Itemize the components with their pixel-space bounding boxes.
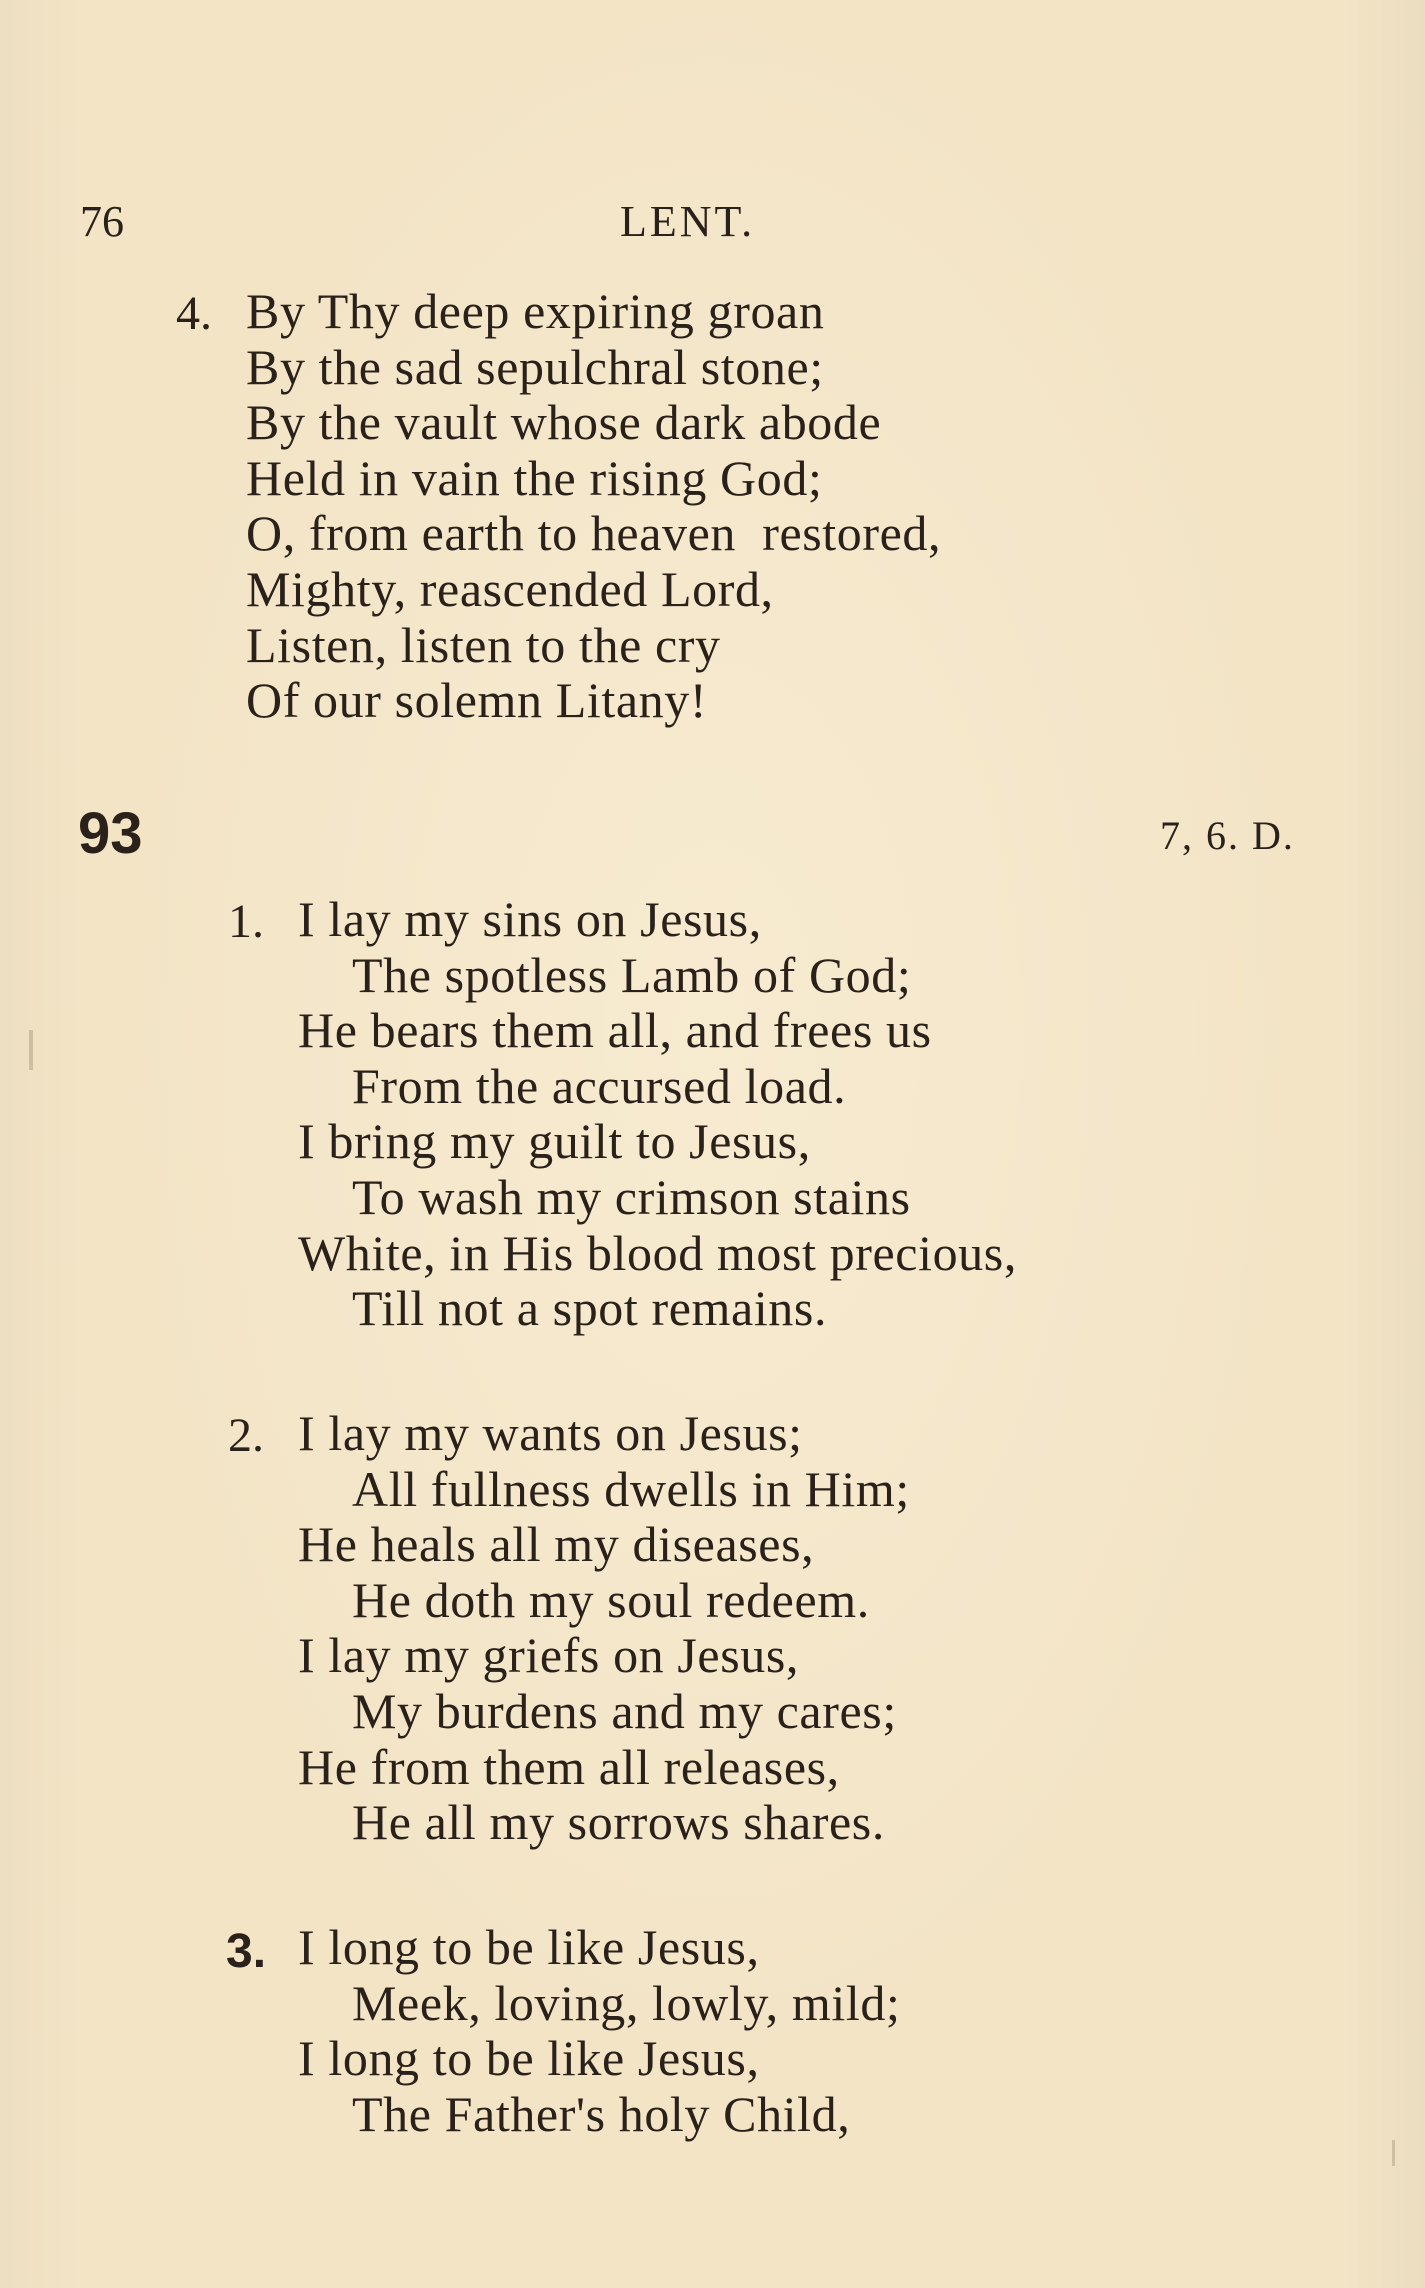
stanza-line: From the accursed load.: [352, 1057, 847, 1114]
stanza-line: By Thy deep expiring groan: [246, 283, 825, 339]
stanza-number: 2.: [228, 1409, 264, 1462]
stanza-line: Mighty, reascended Lord,: [246, 561, 774, 617]
stanza-line: I long to be like Jesus,: [298, 2030, 760, 2087]
stanza-line: My burdens and my cares;: [352, 1683, 897, 1739]
stanza-line: All fullness dwells in Him;: [352, 1460, 910, 1517]
stanza-line: He from them all releases,: [298, 1738, 840, 1795]
stanza-line: I lay my griefs on Jesus,: [298, 1627, 800, 1684]
stanza-line: By the vault whose dark abode: [246, 394, 882, 451]
hymn-number: 93: [78, 801, 143, 866]
stanza-line: By the sad sepulchral stone;: [246, 338, 824, 395]
stanza-line: White, in His blood most precious,: [298, 1224, 1017, 1281]
stanza-line: He heals all my diseases,: [298, 1516, 815, 1573]
hymn-meter: 7, 6. D.: [1160, 813, 1295, 858]
print-mark: [1392, 2140, 1395, 2166]
stanza-line: He bears them all, and frees us: [298, 1002, 932, 1059]
page-number: 76: [80, 197, 124, 246]
print-mark: [29, 1030, 33, 1070]
running-head: LENT.: [620, 197, 756, 246]
stanza-line: Listen, listen to the cry: [246, 616, 721, 673]
stanza-line: The Father's holy Child,: [352, 2085, 851, 2142]
stanza-number: 3.: [226, 1925, 267, 1978]
stanza-number: 1.: [228, 895, 264, 948]
stanza-line: He all my sorrows shares.: [352, 1794, 885, 1851]
stanza-line: To wash my crimson stains: [352, 1169, 911, 1225]
stanza-line: Meek, loving, lowly, mild;: [352, 1974, 901, 2031]
stanza-line: I bring my guilt to Jesus,: [298, 1113, 811, 1170]
stanza-line: I long to be like Jesus,: [298, 1919, 760, 1975]
stanza-line: Till not a spot remains.: [352, 1280, 828, 1337]
stanza-line: Of our solemn Litany!: [246, 672, 708, 729]
stanza-line: Held in vain the rising God;: [246, 449, 823, 506]
stanza-line: The spotless Lamb of God;: [352, 946, 912, 1003]
stanza-line: I lay my sins on Jesus,: [298, 891, 762, 947]
stanza-line: O, from earth to heaven restored,: [246, 505, 942, 562]
stanza-line: I lay my wants on Jesus;: [298, 1405, 803, 1461]
stanza-number: 4.: [176, 287, 212, 340]
stanza-line: He doth my soul redeem.: [352, 1571, 870, 1628]
